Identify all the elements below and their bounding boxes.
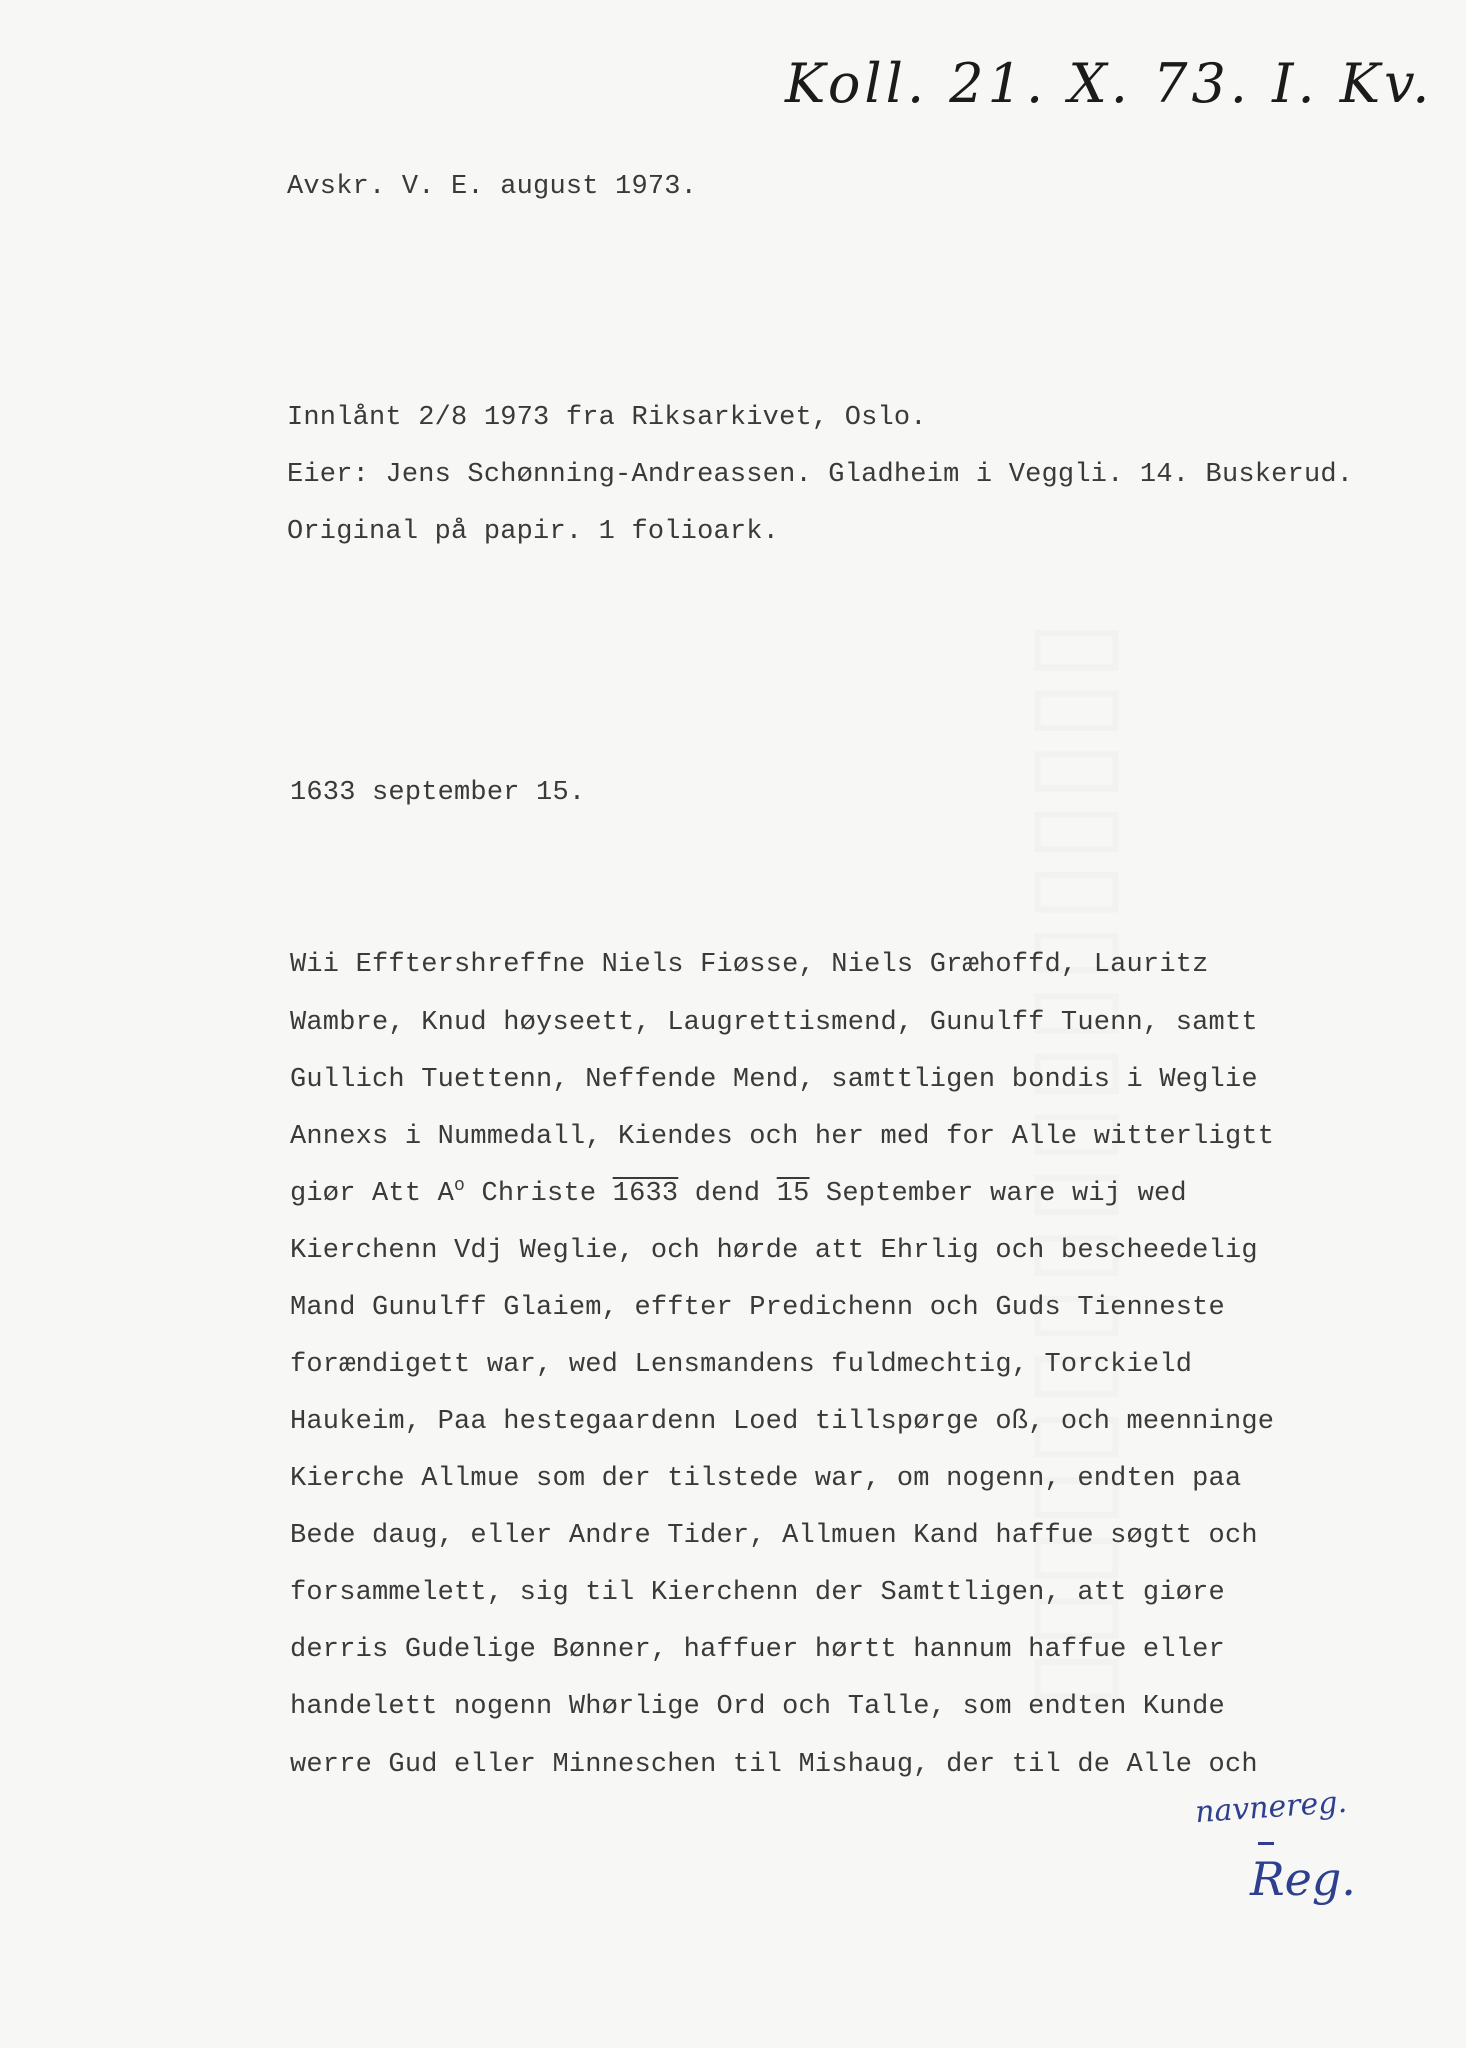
handwritten-register-note: Reg.: [1250, 1852, 1356, 1906]
body-line: handelett nogenn Whørlige Ord och Talle, som endten Kunde: [290, 1692, 1225, 1722]
body-line: Gullich Tuettenn, Neffende Mend, samttligen bondis i Weglie: [290, 1065, 1258, 1095]
body-line: Kierche Allmue som der tilstede war, om nogenn, endten paa: [290, 1464, 1242, 1494]
body-text: giør Att A: [290, 1179, 455, 1209]
body-line: forændigett war, wed Lensmandens fuldmechtig, Torckield: [290, 1350, 1193, 1380]
body-text: September ware wij wed: [809, 1179, 1187, 1209]
handwritten-collection-note: Koll. 21. X. 73. I. Kv.: [785, 52, 1434, 115]
body-line: Annexs i Nummedall, Kiendes och her med for Alle witterligtt: [290, 1122, 1275, 1152]
day-overlined: 15: [776, 1179, 810, 1209]
body-line: [290, 1176, 1187, 1209]
body-line: derris Gudelige Bønner, haffuer hørtt hannum haffue eller: [290, 1635, 1225, 1665]
body-line: Haukeim, Paa hestegaardenn Loed tillspørge oß, och meenninge: [290, 1407, 1275, 1437]
body-text: dend: [678, 1179, 777, 1209]
handwritten-name-register-note: navnereg.: [1193, 1784, 1349, 1831]
transcription-note: Avskr. V. E. august 1973.: [287, 172, 698, 202]
body-line: Kierchenn Vdj Weglie, och hørde att Ehrlig och bescheedelig: [290, 1236, 1258, 1266]
original-line: Original på papir. 1 folioark.: [287, 517, 780, 547]
loan-line: Innlånt 2/8 1973 fra Riksarkivet, Oslo.: [287, 403, 927, 433]
body-line: Wambre, Knud høyseett, Laugrettismend, Gunulff Tuenn, samtt: [290, 1008, 1258, 1038]
body-text: Christe: [465, 1179, 613, 1209]
body-line: Mand Gunulff Glaiem, effter Predichenn och Guds Tienneste: [290, 1293, 1225, 1323]
owner-line: Eier: Jens Schønning-Andreassen. Gladheim i Veggli. 14. Buskerud.: [287, 460, 1354, 490]
document-date: 1633 september 15.: [290, 778, 586, 808]
anno-superscript: o: [454, 1176, 466, 1196]
body-line: forsammelett, sig til Kierchenn der Samttligen, att giøre: [290, 1578, 1225, 1608]
body-line: werre Gud eller Minneschen til Mishaug, der til de Alle och: [290, 1750, 1258, 1780]
body-line: Wii Efftershreffne Niels Fiøsse, Niels Græhoffd, Lauritz: [290, 950, 1209, 980]
year-overlined: 1633: [612, 1179, 679, 1209]
body-line: Bede daug, eller Andre Tider, Allmuen Kand haffue søgtt och: [290, 1521, 1258, 1551]
handwritten-dash: [1258, 1842, 1274, 1845]
